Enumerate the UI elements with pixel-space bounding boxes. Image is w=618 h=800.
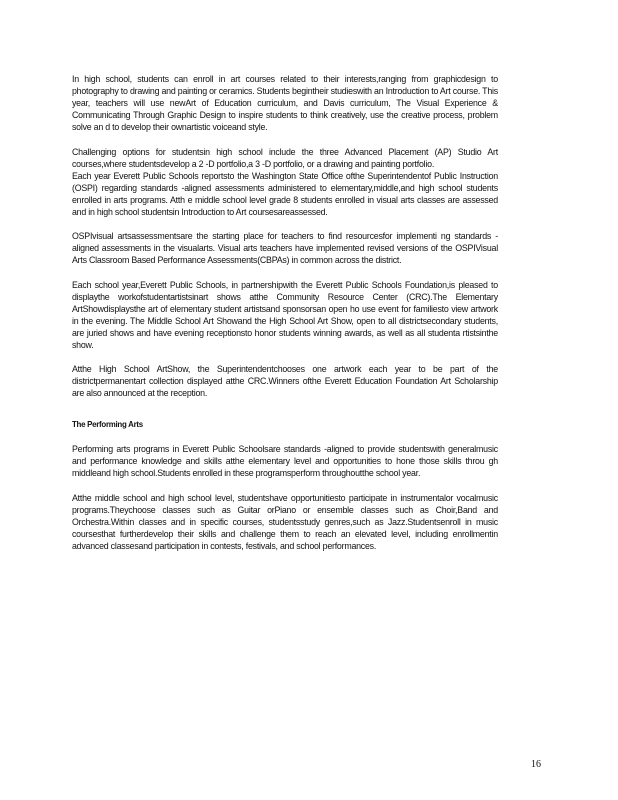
section-heading-performing-arts: The Performing Arts [72, 419, 143, 429]
paragraph-high-school-art: In high school, students can enroll in art courses related to their interests,ranging from graphicdesign to photography to drawing and painting or ceramics. Students begintheir studieswith an Introduction to Art course. This year, teachers will use newArt of Education curriculum, and Davis curriculum, The Visual Experience & Communicating Through Graphic Design to inspire students to think creatively, use the creative process, problem solve an d to develop their ownartistic voiceand style. [72, 74, 498, 133]
page-number: 16 [531, 759, 541, 770]
page-content [72, 74, 498, 565]
paragraph-performing-arts-programs: Performing arts programs in Everett Public Schoolsare standards -aligned to provide studentswith generalmusic and performance knowledge and skills atthe elementary level and opportunities to hone those skills throu gh middleand high school.Students enrolled in these programsperform throughoutthe school year. [72, 444, 498, 479]
paragraph-ap-studio-art: Challenging options for studentsin high school include the three Advanced Placement (AP) Studio Art courses,where studentsdevelop a 2 -D portfolio,a 3 -D portfolio, or a drawing and painting portfolio. [72, 146, 498, 170]
paragraph-ospi-reporting: Each year Everett Public Schools reportsto the Washington State Office ofthe Superintendentof Public Instruction (OSPI) regarding standards -aligned assessments administered to elementary,middle,and high school students enrolled in arts programs. Atth e middle school level grade 8 students enrolled in visual arts classes are assessed and in high school studentsin Introduction to Art coursesareassessed. [72, 170, 498, 218]
paragraph-music-opportunities: Atthe middle school and high school level, studentshave opportunitiesto participate in instrumentalor vocalmusic programs.Theychoose classes such as Guitar orPiano or ensemble classes such as Choir,Band and Orchestra.Within classes and in specific courses, studentsstudy genres,such as Jazz.Studentsenroll in music coursesthat furtherdevelop their skills and challenge them to reach an elevated level, including enrollmentin advanced classesand participation in contests, festivals, and school performances. [72, 492, 498, 552]
paragraph-art-shows: Each school year,Everett Public Schools, in partnershipwith the Everett Public Schools Foundation,is pleased to displaythe workofstudentartistsinart shows atthe Community Resource Center (CRC).The Elementary ArtShowdisplaysthe art of elementary student artistsand sponsorsan open ho use event for familiesto view artwork in the evening. The Middle School Art Showand the High School Art Show, open to all districtsecondary students, are juried shows and have evening receptionsto honor students winning awards, as well as all studenta rtistsinthe show. [72, 279, 498, 351]
paragraph-ospi-assessments: OSPIvisual artsassessmentsare the starting place for teachers to find resourcesfor implementi ng standards - aligned assessments in the visualarts. Visual arts teachers have implemented revised versions of the OSPIVisual Arts Classroom Based Performance Assessments(CBPAs) in common across the district. [72, 231, 498, 266]
paragraph-superintendent-collection: Atthe High School ArtShow, the Superintendentchooses one artwork each year to be part of the districtpermanentart collection displayed atthe CRC.Winners ofthe Everett Education Foundation Art Scholarship are also announced at the reception. [72, 364, 498, 399]
